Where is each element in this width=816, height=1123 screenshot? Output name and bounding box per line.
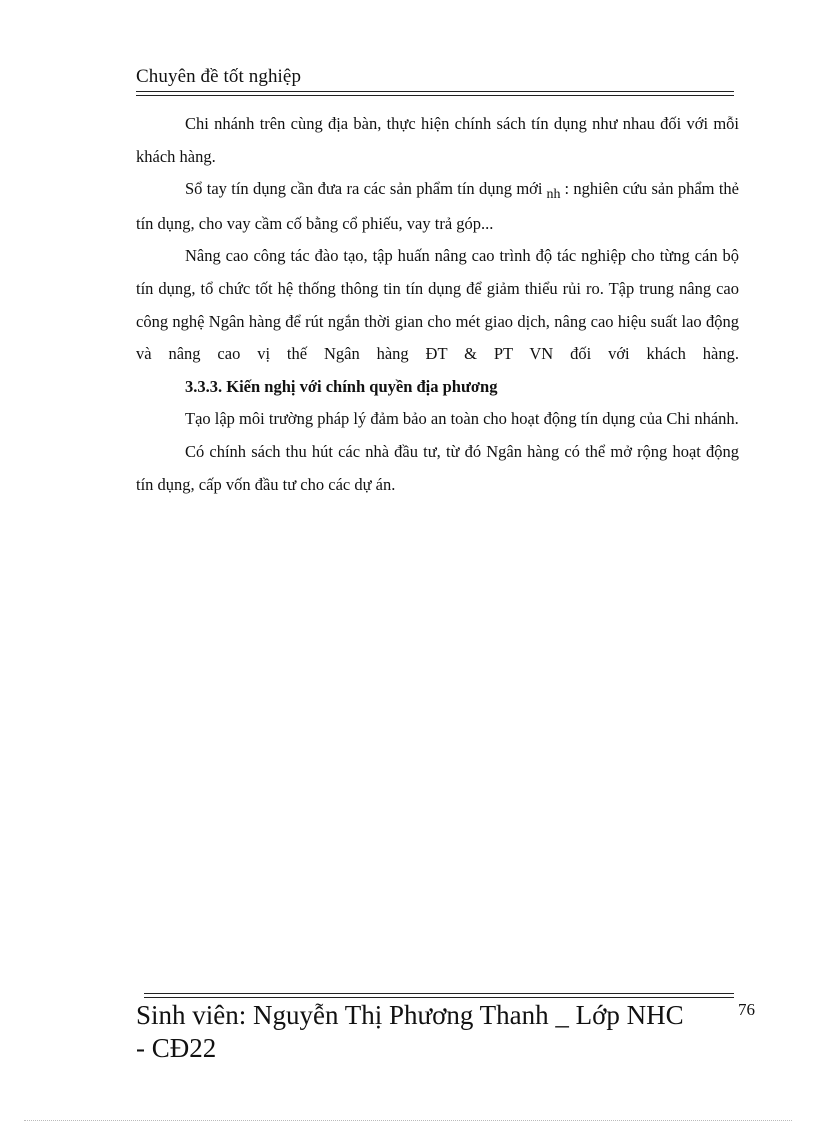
footer-student-info: Sinh viên: Nguyễn Thị Phương Thanh _ Lớp NHC - CĐ22 <box>136 1000 684 1063</box>
section-heading: 3.3.3. Kiến nghị với chính quyền địa phương <box>185 376 498 396</box>
paragraph-2 <box>136 173 739 240</box>
paragraph-2-small-text: nh <box>546 187 561 203</box>
paragraph-2-part-b: : nghiên cứu sản phẩm thẻ tín dụng, cho vay cầm cố bằng cổ phiếu, vay trả góp... <box>136 179 739 233</box>
paragraph-1: Chi nhánh trên cùng địa bàn, thực hiện chính sách tín dụng như nhau đối với mỗi khách hàng. <box>136 114 739 166</box>
page-header-title: Chuyên đề tốt nghiệp <box>136 66 302 87</box>
paragraph-5: Có chính sách thu hút các nhà đầu tư, từ đó Ngân hàng có thể mở rộng hoạt động tín dụng, cấp vốn đầu tư cho các dự án. <box>136 441 739 494</box>
paragraph-3: Nâng cao công tác đào tạo, tập huấn nâng cao trình độ tác nghiệp cho từng cán bộ tín dụng, tổ chức tốt hệ thống thông tin tín dụng để giảm thiểu rủi ro. Tập trung nâng cao công nghệ Ngân hàng để rút ngắn thời gian cho mét giao dịch, nâng cao hiệu suất lao động và nâng cao vị thế Ngân hàng ĐT & PT VN đối với khách hàng. <box>136 246 739 364</box>
footer-double-rule <box>144 993 734 998</box>
header-double-rule <box>136 91 734 96</box>
paragraph-2-part-a: Sổ tay tín dụng cần đưa ra các sản phẩm tín dụng mới <box>185 179 543 199</box>
body-content <box>136 108 739 501</box>
page-number: 76 <box>738 1000 755 1019</box>
bottom-dotted-line <box>24 1120 792 1121</box>
paragraph-4: Tạo lập môi trường pháp lý đảm bảo an toàn cho hoạt động tín dụng của Chi nhánh. <box>185 409 739 429</box>
